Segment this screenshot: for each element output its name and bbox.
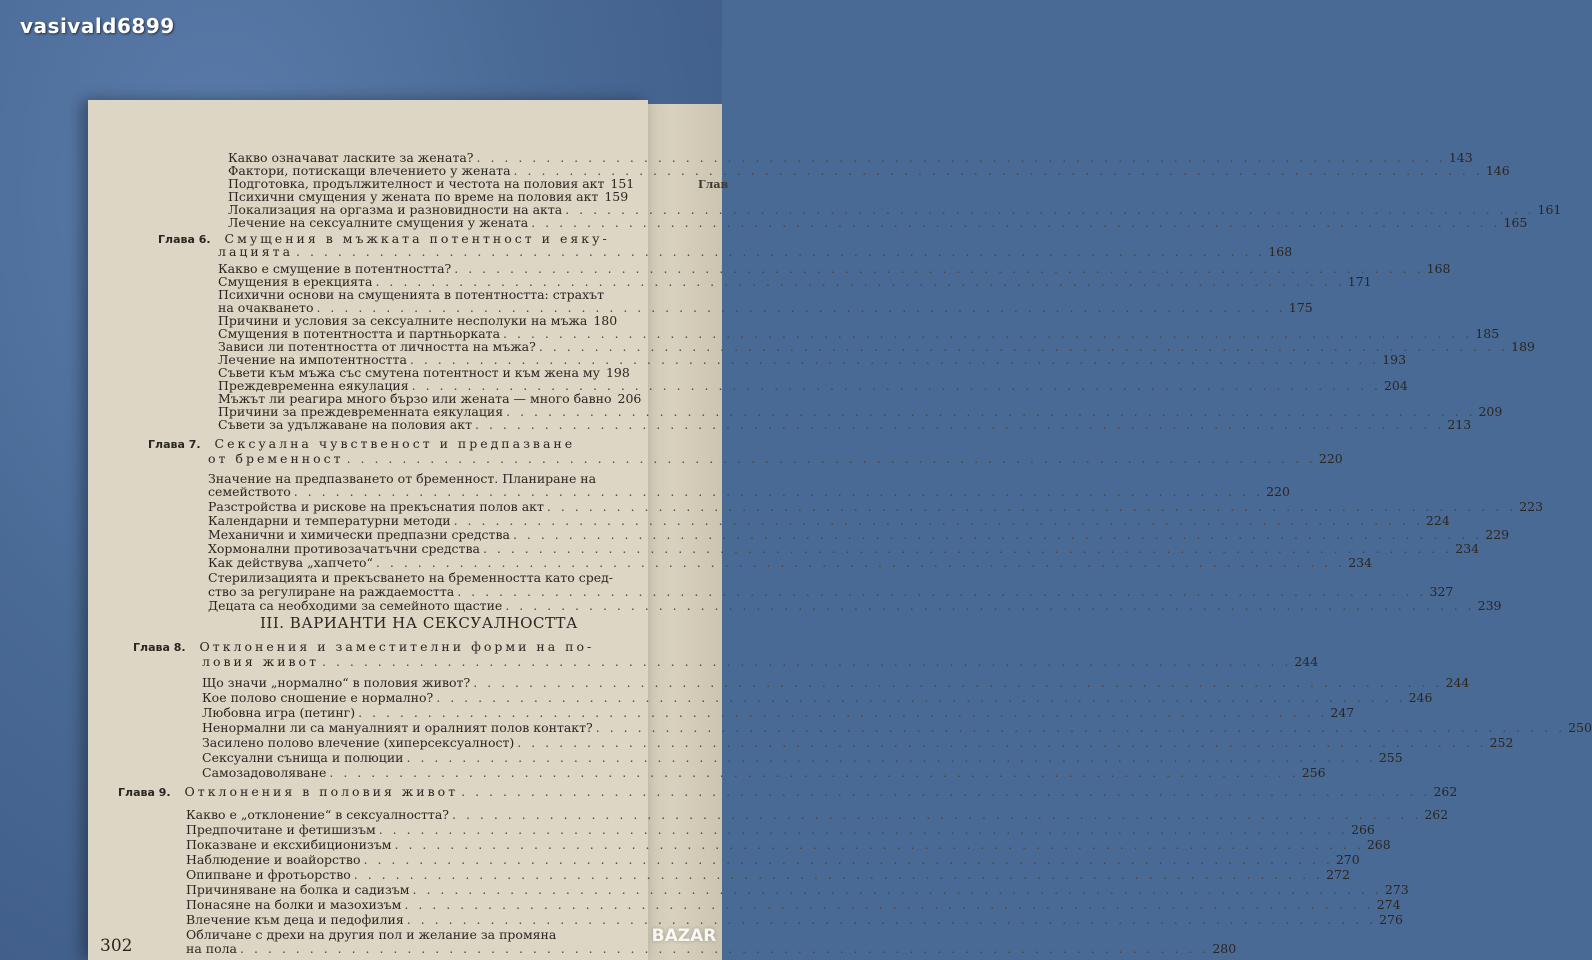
toc-entry: Кое полово сношение е нормално? . . . 246 — [202, 691, 634, 704]
next-page-chapter-fragment: Глав — [698, 178, 729, 191]
toc-entry: Лечение на сексуалните смущения у жената . . . 165 — [228, 216, 610, 229]
toc-entry: Лечение на импотентността . . . 193 — [218, 353, 610, 366]
toc-entry: от бременност . . . 220 — [208, 452, 626, 465]
toc-entry: ство за регулиране на раждаемостта . . . 327 — [208, 585, 626, 598]
toc-entry: Локализация на оргазма и разновидности на акта . . . 161 — [228, 203, 610, 216]
section-heading: III. ВАРИАНТИ НА СЕКСУАЛНОСТТА — [260, 614, 578, 632]
toc-entry: Наблюдение и воайорство . . . 270 — [186, 853, 648, 866]
toc-entry-line: Обличане с дрехи на другия пол и желание за промяна — [186, 927, 557, 942]
toc-entry: Фактори, потискащи влечението у жената . . . 146 — [228, 164, 610, 177]
toc-entry-line: Психични основи на смущенията в потентността: страхът — [218, 287, 605, 302]
toc-entry: на очакването . . . 175 — [218, 301, 610, 314]
toc-entry: Преждевременна еякулация . . . 204 — [218, 379, 610, 392]
toc-entry: на пола . . . 280 — [186, 942, 648, 955]
chapter-7-heading: Глава 7. Сексуална чувственост и предпазване — [148, 436, 576, 451]
toc-entry: семейството . . . 220 — [208, 485, 626, 498]
toc-entry: Зависи ли потентността от личността на мъжа? . . . 189 — [218, 340, 610, 353]
toc-entry: Влечение към деца и педофилия . . . 276 — [186, 913, 648, 926]
toc-entry: Календарни и температурни методи . . . 224 — [208, 514, 626, 527]
toc-entry: Съвети към мъжа със смутена потентност и към жена му 198 — [218, 365, 630, 380]
toc-entry: Причиняване на болка и садизъм . . . 273 — [186, 883, 648, 896]
toc-entry: ловия живот . . . 244 — [202, 655, 634, 668]
toc-entry: Смущения в ерекцията . . . 171 — [218, 275, 610, 288]
toc-entry: Причини и условия за сексуалните несполуки на мъжа 180 — [218, 313, 618, 328]
toc-entry: Показване и ексхибиционизъм . . . 268 — [186, 838, 648, 851]
toc-entry: Смущения в потентността и партньорката . . . 185 — [218, 327, 610, 340]
toc-entry: Понасяне на болки и мазохизъм . . . 274 — [186, 898, 648, 911]
toc-entry-line: Значение на предпазването от бременност. Планиране на — [208, 471, 597, 486]
toc-entry: Как действува „хапчето“ . . . 234 — [208, 556, 626, 569]
toc-entry: лацията . . . 168 — [218, 245, 610, 258]
chapter-6-heading: Глава 6. Смущения в мъжката потентност и еяку- — [158, 231, 610, 246]
toc-entry: Мъжът ли реагира много бързо или жената — много бавно 206 — [218, 391, 642, 406]
toc-entry: Механични и химически предпазни средства . . . 229 — [208, 528, 626, 541]
toc-entry: Съвети за удължаване на половия акт . . . 213 — [218, 418, 610, 431]
toc-entry: Децата са необходими за семейното щастие . . . 239 — [208, 599, 626, 612]
chapter-8-heading: Глава 8. Отклонения и заместителни форми на по- — [133, 639, 595, 654]
toc-entry: Засилено полово влечение (хиперсексуалност) . . . 252 — [202, 736, 634, 749]
toc-entry: Опипване и фротьорство . . . 272 — [186, 868, 648, 881]
toc-entry: Предпочитане и фетишизъм . . . 266 — [186, 823, 648, 836]
toc-entry: Подготовка, продължителност и честота на половия акт 151 — [228, 176, 635, 191]
toc-entry: Какво е смущение в потентността? . . . 168 — [218, 262, 610, 275]
toc-entry: Какво е „отклонение“ в сексуалността? . . . 262 — [186, 808, 648, 821]
toc-entry: Хормонални противозачатъчни средства . . . 234 — [208, 542, 626, 555]
toc-entry-line: Стерилизацията и прекъсването на бременността като сред- — [208, 570, 614, 585]
toc-entry: Причини за преждевременната еякулация . . . 209 — [218, 405, 610, 418]
toc-entry: Самозадоволяване . . . 256 — [202, 766, 634, 779]
page-number: 302 — [100, 936, 133, 956]
bazar-logo-badge: BAZAR — [651, 926, 717, 946]
seller-watermark: vasivald6899 — [20, 14, 175, 38]
toc-entry: Ненормални ли са мануалният и оралният полов контакт? . . . 250 — [202, 721, 634, 734]
toc-entry: Разстройства и рискове на прекъснатия полов акт . . . 223 — [208, 500, 626, 513]
toc-entry: Сексуални сънища и полюции . . . 255 — [202, 751, 634, 764]
toc-entry: Психични смущения у жената по време на половия акт 159 — [228, 189, 629, 204]
chapter-9-heading: Глава 9. Отклонения в половия живот . . . 262 — [118, 785, 650, 799]
toc-entry: Любовна игра (петинг) . . . 247 — [202, 706, 634, 719]
toc-entry: Какво означават ласките за жената? . . . 143 — [228, 151, 608, 164]
toc-entry: Що значи „нормално“ в половия живот? . . . 244 — [202, 676, 634, 689]
